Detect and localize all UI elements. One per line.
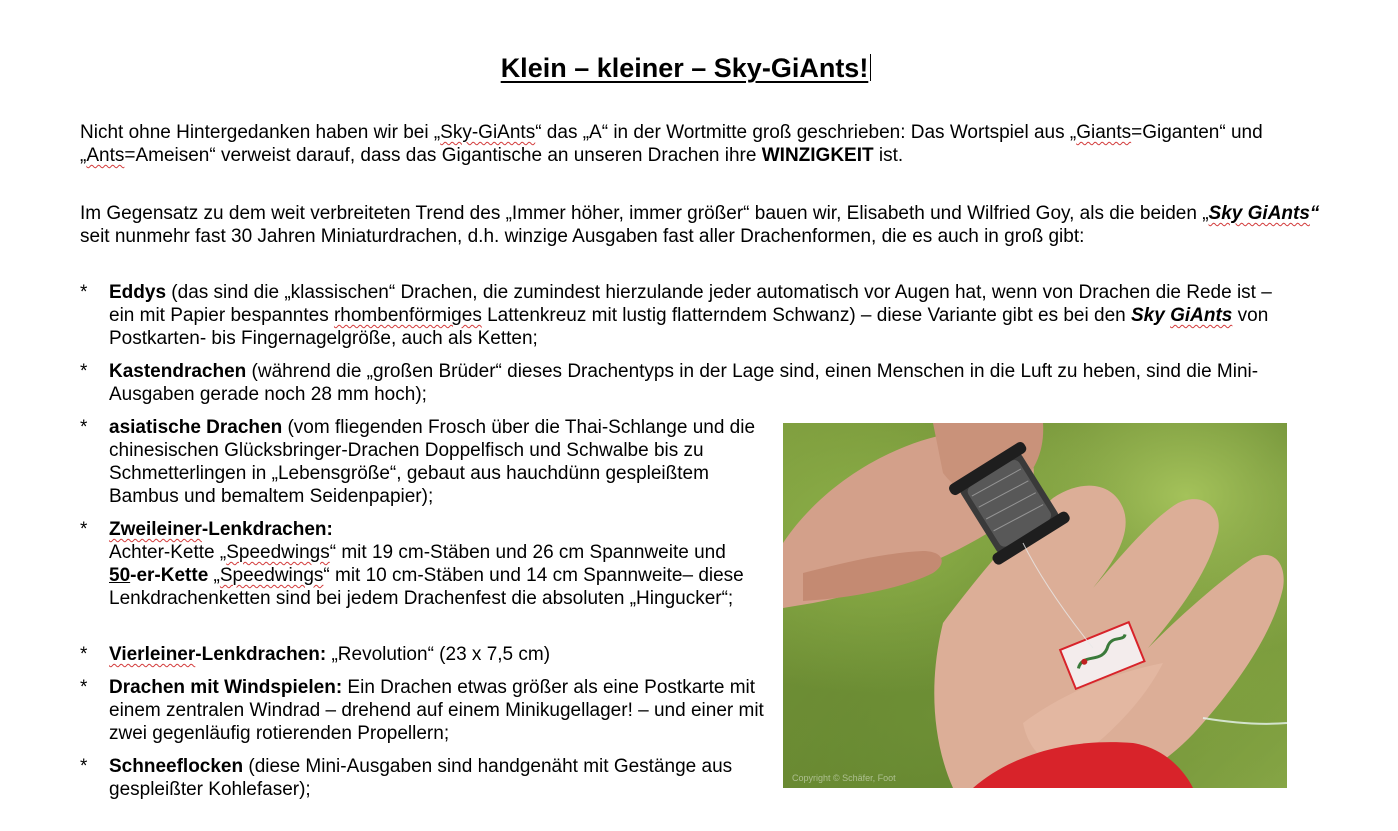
text-cursor	[870, 54, 871, 81]
document-title: Klein – kleiner – Sky-GiAnts!	[0, 53, 1372, 83]
list-item-eddys: * Eddys (das sind die „klassischen“ Drachen, die zumindest hierzulande jeder automatisch vor Augen hat, wenn von Drachen die Rede ist – ein mit Papier bespanntes rhombenförmiges Lattenkreuz mit lustig flatterndem Schwanz) – diese Variante gibt es bei den Sky GiAnts von Postkarten- bis Fingernagelgröße, auch als Ketten;	[80, 282, 1272, 349]
list-item-windspiele: * Drachen mit Windspielen: Ein Drachen etwas größer als eine Postkarte mit einem zentralen Windrad – drehend auf einem Minikugellager! – und einer mit zwei gegenläufig rotierenden Propellern;	[80, 677, 764, 744]
bullet-icon: *	[80, 282, 88, 303]
bullet-icon: *	[80, 644, 88, 665]
list-item-schneeflocken: * Schneeflocken (diese Mini-Ausgaben sind handgenäht mit Gestänge aus gespleißter Kohlefaser);	[80, 756, 733, 800]
photo-credit: Copyright © Schäfer, Foot	[792, 773, 896, 783]
intro-paragraph-1: Nicht ohne Hintergedanken haben wir bei „Sky-GiAnts“ das „A“ in der Wortmitte groß geschrieben: Das Wortspiel aus „Giants=Giganten“ und „Ants=Ameisen“ verweist darauf, dass das Gigantische an unseren Drachen ihre WINZIGKEIT ist.	[80, 122, 1263, 166]
bullet-icon: *	[80, 361, 88, 382]
hands-illustration	[783, 423, 1287, 788]
list-item-asiatische-drachen: * asiatische Drachen (vom fliegenden Frosch über die Thai-Schlange und die chinesischen Glücksbringer-Drachen Doppelfisch und Schwalbe bis zu Schmetterlingen in „Lebensgröße“, gebaut aus hauchdünn gespleißtem Bambus und bemaltem Seidenpapier);	[80, 417, 756, 507]
list-item-kastendrachen: * Kastendrachen (während die „großen Brüder“ dieses Drachentyps in der Lage sind, einen Menschen in die Luft zu heben, sind die Mini-Ausgaben gerade noch 28 mm hoch);	[80, 361, 1259, 405]
photo-hands-with-mini-kite	[783, 423, 1287, 788]
bullet-icon: *	[80, 519, 88, 540]
bullet-icon: *	[80, 677, 88, 698]
intro-paragraph-2: Im Gegensatz zu dem weit verbreiteten Trend des „Immer höher, immer größer“ bauen wir, Elisabeth und Wilfried Goy, als die beiden „Sky GiAnts“ seit nunmehr fast 30 Jahren Miniaturdrachen, d.h. winzige Ausgaben fast aller Drachenformen, die es auch in groß gibt:	[80, 203, 1320, 247]
bullet-icon: *	[80, 756, 88, 777]
list-item-zweileiner: * Zweileiner-Lenkdrachen: Achter-Kette „Speedwings“ mit 19 cm-Stäben und 26 cm Spannweite und 50-er-Kette „Speedwings“ mit 10 cm-Stäben und 14 cm Spannweite– diese Lenkdrachenketten sind bei jedem Drachenfest die absoluten „Hingucker“;	[80, 519, 744, 609]
list-item-vierleiner: * Vierleiner-Lenkdrachen: „Revolution“ (23 x 7,5 cm)	[80, 644, 551, 665]
bullet-icon: *	[80, 417, 88, 438]
